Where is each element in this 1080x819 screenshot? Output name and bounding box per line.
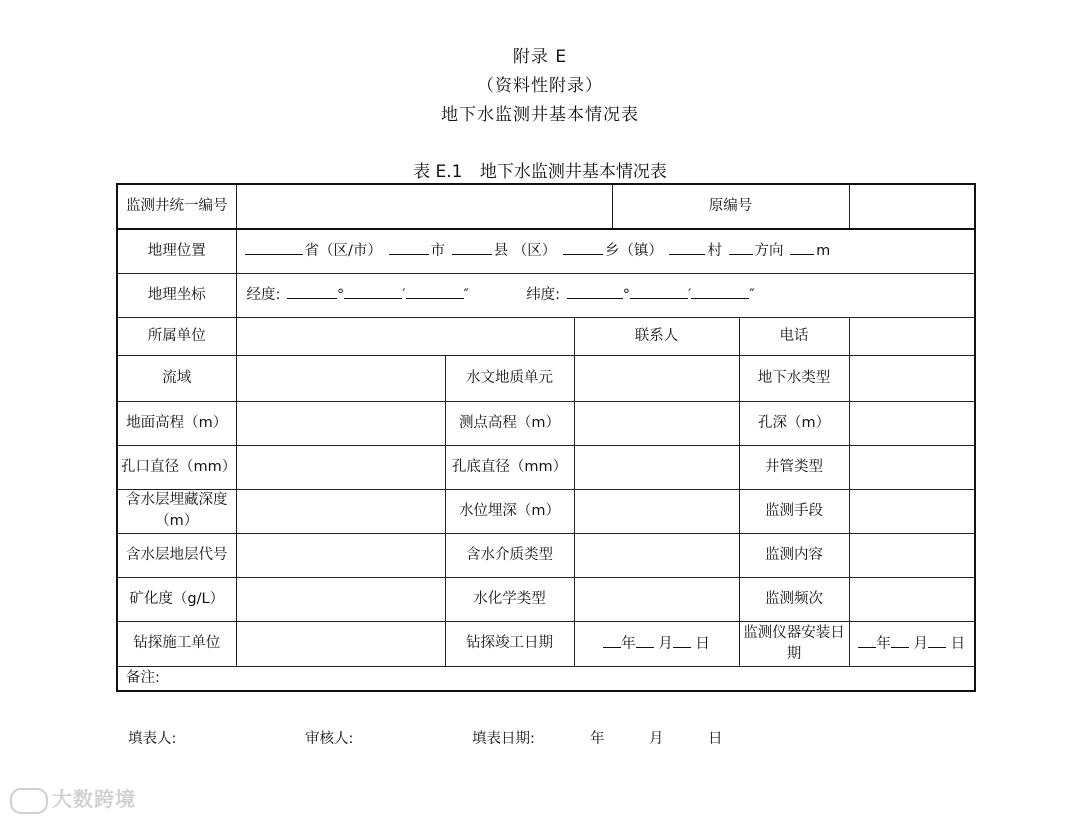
appendix-title: 地下水监测井基本情况表	[441, 105, 639, 125]
aquifer-depth-value[interactable]	[236, 489, 445, 533]
water-depth-label: 水位埋深（m）	[445, 489, 574, 533]
water-depth-value[interactable]	[574, 489, 739, 533]
gw-type-label: 地下水类型	[739, 355, 849, 401]
drill-date-label: 钻探竣工日期	[445, 621, 574, 666]
ground-elev-value[interactable]	[236, 401, 445, 445]
basin-label: 流域	[117, 355, 236, 401]
orig-id-label: 原编号	[612, 184, 849, 229]
remark-field[interactable]: 备注:	[117, 666, 975, 691]
hole-depth-label: 孔深（m）	[739, 401, 849, 445]
aquifer-code-label: 含水层地层代号	[117, 533, 236, 577]
hole-bottom-value[interactable]	[574, 445, 739, 489]
aquifer-code-value[interactable]	[236, 533, 445, 577]
unit-label: 所属单位	[117, 317, 236, 355]
appendix-heading: 附录 E	[512, 47, 568, 67]
table-caption	[0, 157, 1080, 182]
gw-type-value[interactable]	[849, 355, 975, 401]
filler-label: 填表人:	[128, 731, 177, 747]
hole-mouth-label: 孔口直径（mm）	[117, 445, 236, 489]
drill-unit-value[interactable]	[236, 621, 445, 666]
coords-label: 地理坐标	[117, 273, 236, 317]
watermark-logo-icon	[10, 788, 48, 814]
orig-id-value[interactable]	[849, 184, 975, 229]
chem-type-value[interactable]	[574, 577, 739, 621]
coords-fields[interactable]: 经度: ° ′ ″ 纬度: ° ′ ″	[236, 273, 975, 317]
chem-type-label: 水化学类型	[445, 577, 574, 621]
pipe-type-value[interactable]	[849, 445, 975, 489]
hole-mouth-value[interactable]	[236, 445, 445, 489]
medium-type-value[interactable]	[574, 533, 739, 577]
fill-date-year: 年	[590, 731, 605, 747]
well-id-label: 监测井统一编号	[117, 184, 236, 229]
monitor-method-value[interactable]	[849, 489, 975, 533]
phone-label: 电话	[739, 317, 849, 355]
instr-date-value[interactable]: 年 月 日	[849, 621, 975, 666]
phone-value[interactable]	[849, 317, 975, 355]
hole-depth-value[interactable]	[849, 401, 975, 445]
ground-elev-label: 地面高程（m）	[117, 401, 236, 445]
mineral-label: 矿化度（g/L）	[117, 577, 236, 621]
unit-value[interactable]	[236, 317, 574, 355]
fill-date-month: 月	[649, 731, 664, 747]
hole-bottom-label: 孔底直径（mm）	[445, 445, 574, 489]
basin-value[interactable]	[236, 355, 445, 401]
reviewer-label: 审核人:	[305, 731, 354, 747]
table-title: 地下水监测井基本情况表	[479, 162, 667, 182]
instr-date-label: 监测仪器安装日期	[739, 621, 849, 666]
aquifer-depth-label: 含水层埋藏深度（m）	[117, 489, 236, 533]
point-elev-label: 测点高程（m）	[445, 401, 574, 445]
hydro-unit-value[interactable]	[574, 355, 739, 401]
fill-date-day: 日	[708, 731, 723, 747]
monitor-content-label: 监测内容	[739, 533, 849, 577]
monitor-freq-label: 监测频次	[739, 577, 849, 621]
location-label: 地理位置	[117, 229, 236, 273]
watermark	[10, 783, 136, 814]
table-number: 表 E.1	[413, 162, 463, 182]
well-id-value[interactable]	[236, 184, 612, 229]
fill-date-label: 填表日期:	[472, 731, 535, 747]
mineral-value[interactable]	[236, 577, 445, 621]
hydro-unit-label: 水文地质单元	[445, 355, 574, 401]
location-fields[interactable]: 省（区/市） 市 县 （区） 乡（镇） 村 方向 m	[236, 229, 975, 273]
watermark-text: 大数跨境	[52, 787, 136, 811]
contact-label: 联系人	[574, 317, 739, 355]
monitor-freq-value[interactable]	[849, 577, 975, 621]
medium-type-label: 含水介质类型	[445, 533, 574, 577]
point-elev-value[interactable]	[574, 401, 739, 445]
monitor-method-label: 监测手段	[739, 489, 849, 533]
appendix-note: （资料性附录）	[477, 76, 603, 96]
well-info-table	[116, 183, 976, 692]
monitor-content-value[interactable]	[849, 533, 975, 577]
pipe-type-label: 井管类型	[739, 445, 849, 489]
drill-unit-label: 钻探施工单位	[117, 621, 236, 666]
drill-date-value[interactable]: 年 月 日	[574, 621, 739, 666]
